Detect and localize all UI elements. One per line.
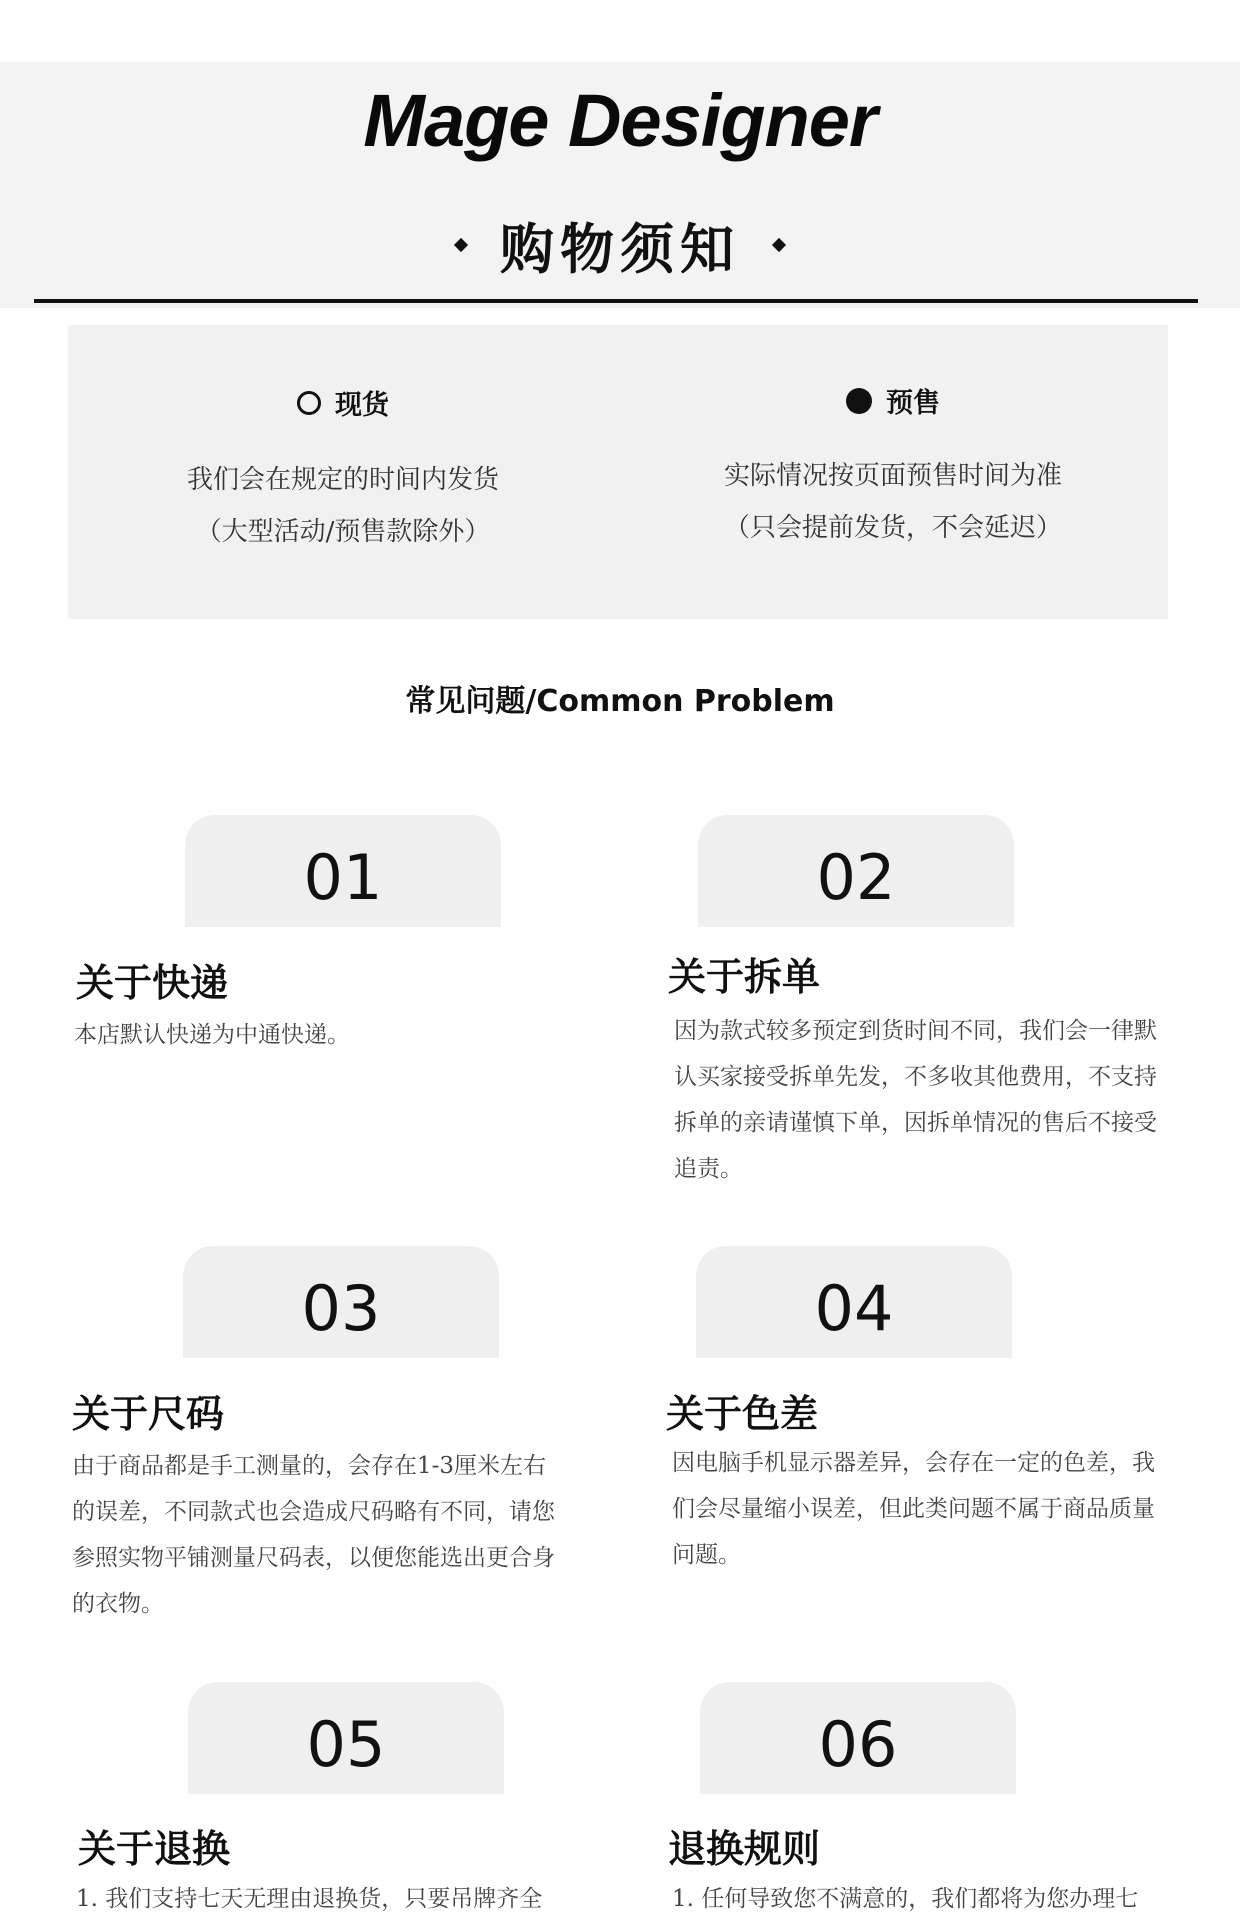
faq-title: 退换规则	[668, 1827, 821, 1871]
in-stock-line-2: （大型活动/预售款除外）	[195, 517, 491, 547]
in-stock-column	[68, 325, 618, 619]
presale-column	[618, 325, 1168, 619]
in-stock-label: 现货	[335, 390, 389, 421]
faq-title: 关于快递	[76, 961, 229, 1005]
faq-number-tab: 06	[700, 1682, 1016, 1794]
in-stock-heading	[68, 383, 618, 422]
circle-outline-icon	[297, 391, 321, 415]
notice-title-row	[0, 210, 1240, 280]
diamond-icon-right	[772, 238, 786, 252]
circle-filled-icon	[846, 388, 872, 414]
faq-title: 关于拆单	[668, 955, 821, 999]
presale-line-1: 实际情况按页面预售时间为准	[723, 461, 1062, 491]
faq-title: 关于色差	[666, 1392, 819, 1436]
faq-number-tab: 02	[698, 815, 1014, 927]
faq-title: 关于尺码	[72, 1392, 225, 1436]
notice-title: 购物须知	[500, 217, 740, 281]
faq-body: 因为款式较多预定到货时间不同，我们会一律默认买家接受拆单先发，不多收其他费用，不支持拆单的亲请谨慎下单，因拆单情况的售后不接受追责。	[674, 1018, 1157, 1182]
faq-number-tab: 04	[696, 1246, 1012, 1358]
diamond-icon-left	[454, 238, 468, 252]
faq-body: 因电脑手机显示器差异，会存在一定的色差，我们会尽量缩小误差，但此类问题不属于商品质量问题。	[672, 1450, 1155, 1568]
faq-body: 1. 任何导致您不满意的，我们都将为您办理七	[672, 1886, 1139, 1912]
faq-body: 本店默认快递为中通快递。	[74, 1022, 350, 1048]
presale-heading	[618, 381, 1168, 420]
faq-number-tab: 05	[188, 1682, 504, 1794]
shipping-info-panel	[68, 325, 1168, 619]
faq-title: 关于退换	[78, 1827, 231, 1871]
faq-number-tab: 01	[185, 815, 501, 927]
presale-line-2: （只会提前发货，不会延迟）	[723, 513, 1062, 543]
divider	[34, 299, 1198, 303]
faq-heading: 常见问题/Common Problem	[405, 684, 835, 719]
brand-logo: Mage Designer	[363, 79, 877, 162]
faq-number-tab: 03	[183, 1246, 499, 1358]
faq-body: 1. 我们支持七天无理由退换货，只要吊牌齐全	[76, 1886, 543, 1912]
faq-body: 由于商品都是手工测量的，会存在1-3厘米左右的误差，不同款式也会造成尺码略有不同，请您参照实物平铺测量尺码表，以便您能选出更合身的衣物。	[72, 1453, 555, 1617]
in-stock-line-1: 我们会在规定的时间内发货	[186, 465, 499, 495]
presale-label: 预售	[886, 388, 940, 419]
